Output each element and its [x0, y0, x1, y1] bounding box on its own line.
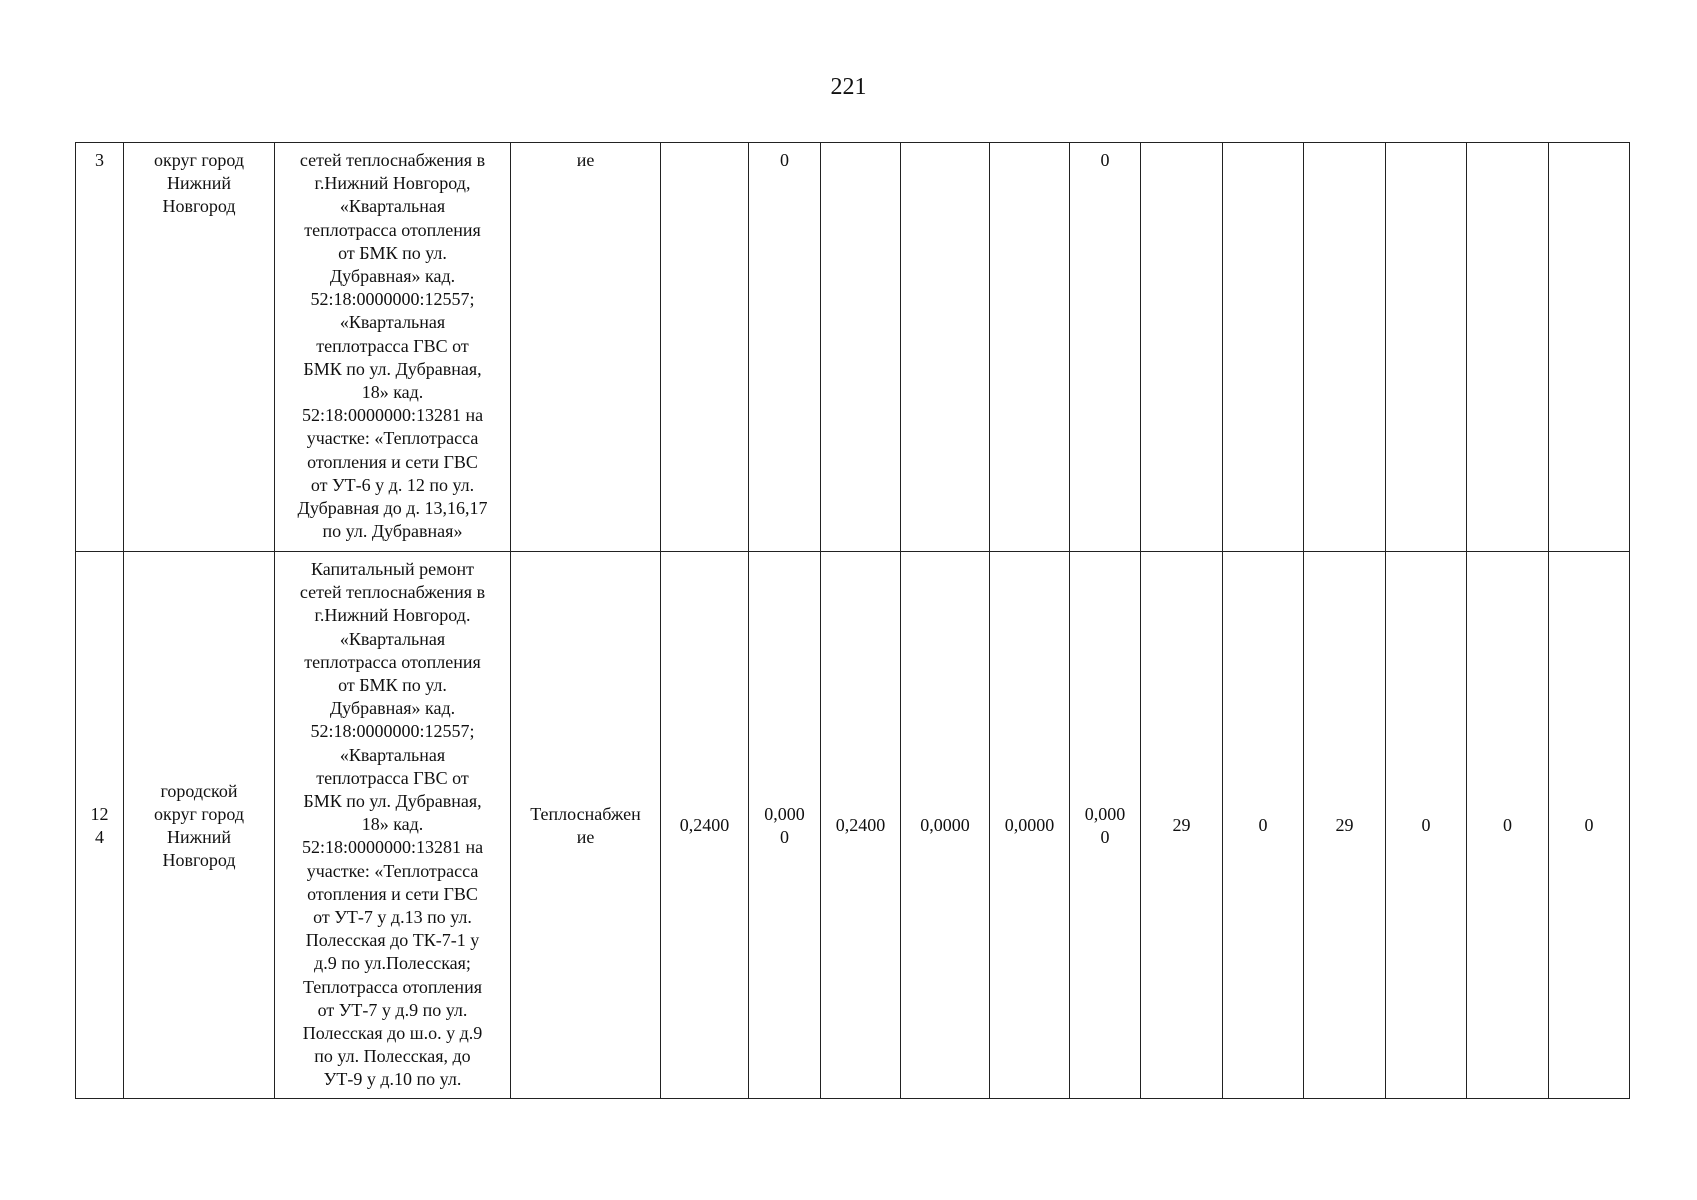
value-cell	[1141, 143, 1223, 552]
value-cell: 0	[1070, 143, 1141, 552]
value-cell: 0,0000	[901, 552, 990, 1099]
value-cell	[1386, 143, 1467, 552]
value-cell	[901, 143, 990, 552]
table-row	[76, 552, 1630, 1099]
project-description-cell: Капитальный ремонт сетей теплоснабжения в г.Нижний Новгород. «Квартальная теплотрасса отопления от БМК по ул. Дубравная» кад. 52:18:0000000:12557; «Квартальная теплотрасса ГВС от БМК по ул. Дубравная, 18» кад. 52:18:0000000:13281 на участке: «Теплотрасса отопления и сети ГВС от УТ-7 у д.13 по ул. Полесская до ТК-7-1 у д.9 по ул.Полесская; Теплотрасса отопления от УТ-7 у д.9 по ул. Полесская до ш.о. у д.9 по ул. Полесская, до УТ-9 у д.10 по ул.	[275, 552, 511, 1099]
value-cell: 0,000 0	[749, 552, 821, 1099]
municipality-cell: округ город Нижний Новгород	[124, 143, 275, 552]
value-cell	[661, 143, 749, 552]
value-cell: 0,2400	[661, 552, 749, 1099]
value-cell	[821, 143, 901, 552]
value-cell: 29	[1141, 552, 1223, 1099]
value-cell	[1223, 143, 1304, 552]
value-cell	[1549, 143, 1630, 552]
service-type-cell: ие	[511, 143, 661, 552]
value-cell: 0	[1223, 552, 1304, 1099]
value-cell	[990, 143, 1070, 552]
value-cell: 0	[749, 143, 821, 552]
value-cell: 0	[1386, 552, 1467, 1099]
value-cell: 0	[1467, 552, 1549, 1099]
project-description-cell: сетей теплоснабжения в г.Нижний Новгород, «Квартальная теплотрасса отопления от БМК по ул. Дубравная» кад. 52:18:0000000:12557; «Квартальная теплотрасса ГВС от БМК по ул. Дубравная, 18» кад. 52:18:0000000:13281 на участке: «Теплотрасса отопления и сети ГВС от УТ-6 у д. 12 по ул. Дубравная до д. 13,16,17 по ул. Дубравная»	[275, 143, 511, 552]
service-type-cell: Теплоснабжен ие	[511, 552, 661, 1099]
table-row	[76, 143, 1630, 552]
value-cell: 0,000 0	[1070, 552, 1141, 1099]
municipality-cell: городской округ город Нижний Новгород	[124, 552, 275, 1099]
value-cell: 0,2400	[821, 552, 901, 1099]
value-cell	[1304, 143, 1386, 552]
row-number-cell: 12 4	[76, 552, 124, 1099]
value-cell: 0	[1549, 552, 1630, 1099]
row-number-cell: 3	[76, 143, 124, 552]
page-number: 221	[830, 74, 867, 100]
value-cell: 0,0000	[990, 552, 1070, 1099]
value-cell	[1467, 143, 1549, 552]
value-cell: 29	[1304, 552, 1386, 1099]
investment-program-table	[75, 142, 1630, 1099]
